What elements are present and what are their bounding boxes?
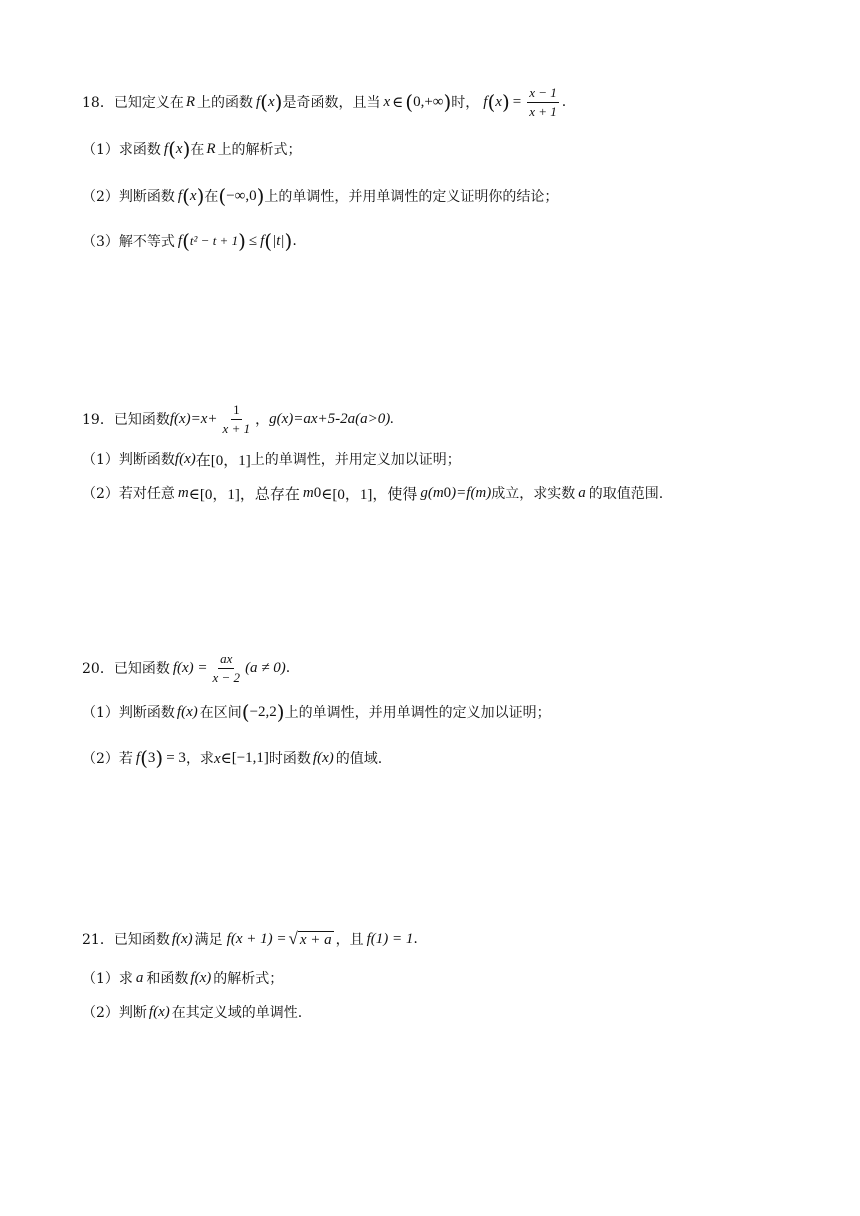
q18-p1-f: f xyxy=(163,140,169,157)
q21-p2-fx: f(x) xyxy=(148,1003,170,1020)
q18-part2: （2） 判断函数 f ( x ) 在 ( −∞,0 ) 上的单调性，并用单调性的定义证明你的结论； xyxy=(82,184,559,208)
q19-stem xyxy=(82,399,394,439)
q18-interval: 0,+∞ xyxy=(413,93,444,110)
q19-p2-m0: m xyxy=(302,484,314,501)
q18-p1-a: 求函数 xyxy=(118,142,161,158)
q20-p2-b: ，求 xyxy=(185,751,214,767)
q19-p2-label: （2） xyxy=(82,486,119,502)
q20-frac-den: x − 2 xyxy=(212,669,241,685)
q20-p1-label: （1） xyxy=(82,705,119,721)
q21-text-c: ，且 xyxy=(335,932,364,948)
q18-p2-f: f xyxy=(177,187,183,204)
q18-p2-b: 在 xyxy=(204,189,219,205)
q19-fx: f(x)=x+ xyxy=(169,410,218,427)
q18-p1-c: 上的解析式； xyxy=(217,142,302,158)
q20-p1-interval: −2,2 xyxy=(249,703,277,720)
q18-x3: x xyxy=(495,93,502,110)
q18-p2-interval: −∞,0 xyxy=(226,187,257,204)
q18-text-a: 已知定义在 xyxy=(113,95,184,111)
q18-f: f xyxy=(256,93,261,110)
q20-number: 20． xyxy=(82,661,114,677)
q19-fraction xyxy=(221,402,253,437)
q18-p1-b: 在 xyxy=(190,142,205,158)
q18-p2-a: 判断函数 xyxy=(118,189,175,205)
q18-text-b: 上的函数 xyxy=(197,95,253,111)
q18-p3-expr1: t² − t + 1 xyxy=(189,233,239,248)
q21-p1-av: a xyxy=(135,969,144,986)
q20-fx: f(x) = xyxy=(172,659,208,676)
q18-p1-label: （1） xyxy=(82,142,119,158)
q19-p1-fx: f(x) xyxy=(174,450,196,467)
q21-part2 xyxy=(82,992,302,1032)
q18-x: x xyxy=(267,93,275,110)
q20-p1-fx: f(x) xyxy=(176,703,198,720)
q20-p1-c: 上的单调性，并用单调性的定义加以证明； xyxy=(284,705,551,721)
q18-stem: 18． 已知定义在 R 上的函数 f ( x ) 是奇函数，且当 x ∈ ( 0,+∞ ) 时， f ( x ) = $\frac{x - 1}{x + 1}$ . xyxy=(82,84,567,119)
q20-part2: （2） 若 f ( 3 ) = 3 ，求 x∈ [−1,1] 时函数 f(x) 的值域. xyxy=(82,746,383,770)
q20-p2-d: 的值域. xyxy=(335,751,383,767)
q19-p1-rest: 上的单调性，并用定义加以证明； xyxy=(250,452,461,468)
q18-p2-c: 上的单调性，并用单调性的定义证明你的结论； xyxy=(264,189,559,205)
q19-number: 19． xyxy=(82,412,114,428)
q21-end: . xyxy=(413,931,418,947)
q20-p2-fx: f(x) xyxy=(312,749,334,766)
q19-p2-a: 若对任意 xyxy=(118,486,175,502)
q20-p1-b: 在区间 xyxy=(199,705,242,721)
q18-p3-label: （3） xyxy=(82,234,119,250)
q19-frac-den: x + 1 xyxy=(222,420,251,436)
q21-sqrt: √ x + a xyxy=(288,929,332,948)
q20-p2-three: 3 xyxy=(147,749,156,766)
q21-p1-c: 的解析式； xyxy=(213,971,284,987)
q21-p2-b: 在其定义域的单调性. xyxy=(171,1005,303,1021)
q18-eq: = xyxy=(512,93,522,110)
q18-p1-x: x xyxy=(175,140,183,157)
q20-cond: (a ≠ 0) xyxy=(245,659,286,676)
q21-p1-b: 和函数 xyxy=(146,971,189,987)
q19-p2-g: g(m xyxy=(420,484,444,501)
q20-p2-f3: f xyxy=(135,749,141,766)
q18-in: ∈ xyxy=(392,94,404,111)
q21-p2-a: 判断 xyxy=(118,1005,147,1021)
q18-x2: x xyxy=(383,93,391,110)
q19-gx: g(x)=ax+5-2a(a>0). xyxy=(269,410,395,427)
q18-p3-expr2: |t| xyxy=(272,232,285,249)
q18-text-d: 时， xyxy=(451,95,480,111)
q18-end: . xyxy=(561,94,567,110)
q20-p2-range: [−1,1] xyxy=(231,749,269,766)
q18-p3-le: ≤ xyxy=(248,232,258,249)
q19-text-b: ， xyxy=(255,412,270,428)
q19-frac-num: 1 xyxy=(231,402,242,420)
q19-p1-text: 判断函数 xyxy=(118,452,175,468)
q20-fraction xyxy=(211,651,243,686)
q20-p2-a: 若 xyxy=(118,751,133,767)
q20-p2-xin: x∈ xyxy=(213,750,232,767)
q19-p2-m0sub: 0 xyxy=(313,484,322,501)
q21-p1-a: 求 xyxy=(118,971,133,987)
q21-stem xyxy=(82,919,418,959)
q19-p2-b: ∈[0，1]，总存在 xyxy=(188,486,300,503)
q18-R: R xyxy=(185,93,195,110)
q20-p2-c: 时函数 xyxy=(268,751,311,767)
q18-p3-end: . xyxy=(292,233,297,249)
q20-stem xyxy=(82,648,290,688)
q20-p2-label: （2） xyxy=(82,751,119,767)
q20-text-a: 已知函数 xyxy=(113,661,170,677)
q20-p1-a: 判断函数 xyxy=(118,705,175,721)
q21-text-a: 已知函数 xyxy=(113,932,170,948)
q18-number: 18． xyxy=(82,95,114,111)
q19-p1-interval: 在[0，1] xyxy=(195,452,251,469)
q21-p1-label: （1） xyxy=(82,971,119,987)
q18-p1-R: R xyxy=(206,140,216,157)
q18-part3: （3） 解不等式 f ( t² − t + 1 ) ≤ f ( |t| ) . xyxy=(82,229,297,253)
q21-text-b: 满足 xyxy=(194,932,223,948)
q19-p2-f: 的取值范围. xyxy=(588,486,664,502)
q18-fraction xyxy=(527,85,559,120)
q21-number: 21． xyxy=(82,932,114,948)
q18-part1: （1） 求函数 f ( x ) 在 R 上的解析式； xyxy=(82,137,302,161)
q18-text-c: 是奇函数，且当 xyxy=(282,95,381,111)
q21-p1-fx: f(x) xyxy=(190,969,212,986)
q21-lhs: f(x + 1) = xyxy=(226,930,287,947)
q18-p2-label: （2） xyxy=(82,189,119,205)
q18-p2-x: x xyxy=(189,187,197,204)
q19-p2-c: ∈[0，1]，使得 xyxy=(321,486,418,503)
q19-text-a: 已知函数 xyxy=(113,412,170,428)
q21-radicand: x + a xyxy=(299,932,332,948)
q21-fx: f(x) xyxy=(171,930,193,947)
q21-f1: f(1) = 1 xyxy=(366,930,414,947)
q19-p2-e: 成立，求实数 xyxy=(491,486,576,502)
q18-frac-num: x − 1 xyxy=(527,85,559,103)
q19-p2-m: m xyxy=(177,484,189,501)
q18-p3-a: 解不等式 xyxy=(118,234,175,250)
q19-p2-d: )=f(m) xyxy=(451,484,492,501)
q19-p2-gsub: 0 xyxy=(443,484,452,501)
q19-part2 xyxy=(82,473,663,513)
q18-frac-den: x + 1 xyxy=(529,103,557,119)
q20-part1: （1） 判断函数 f(x) 在区间 ( −2,2 ) 上的单调性，并用单调性的定义加以证明； xyxy=(82,700,551,724)
q21-p2-label: （2） xyxy=(82,1005,119,1021)
q19-p1-label: （1） xyxy=(82,452,119,468)
q20-frac-num: ax xyxy=(218,651,234,669)
q20-end: . xyxy=(285,660,291,676)
q20-p2-eq: = 3 xyxy=(166,749,186,766)
q18-f2: f xyxy=(483,93,488,110)
q19-p2-av: a xyxy=(578,484,586,501)
